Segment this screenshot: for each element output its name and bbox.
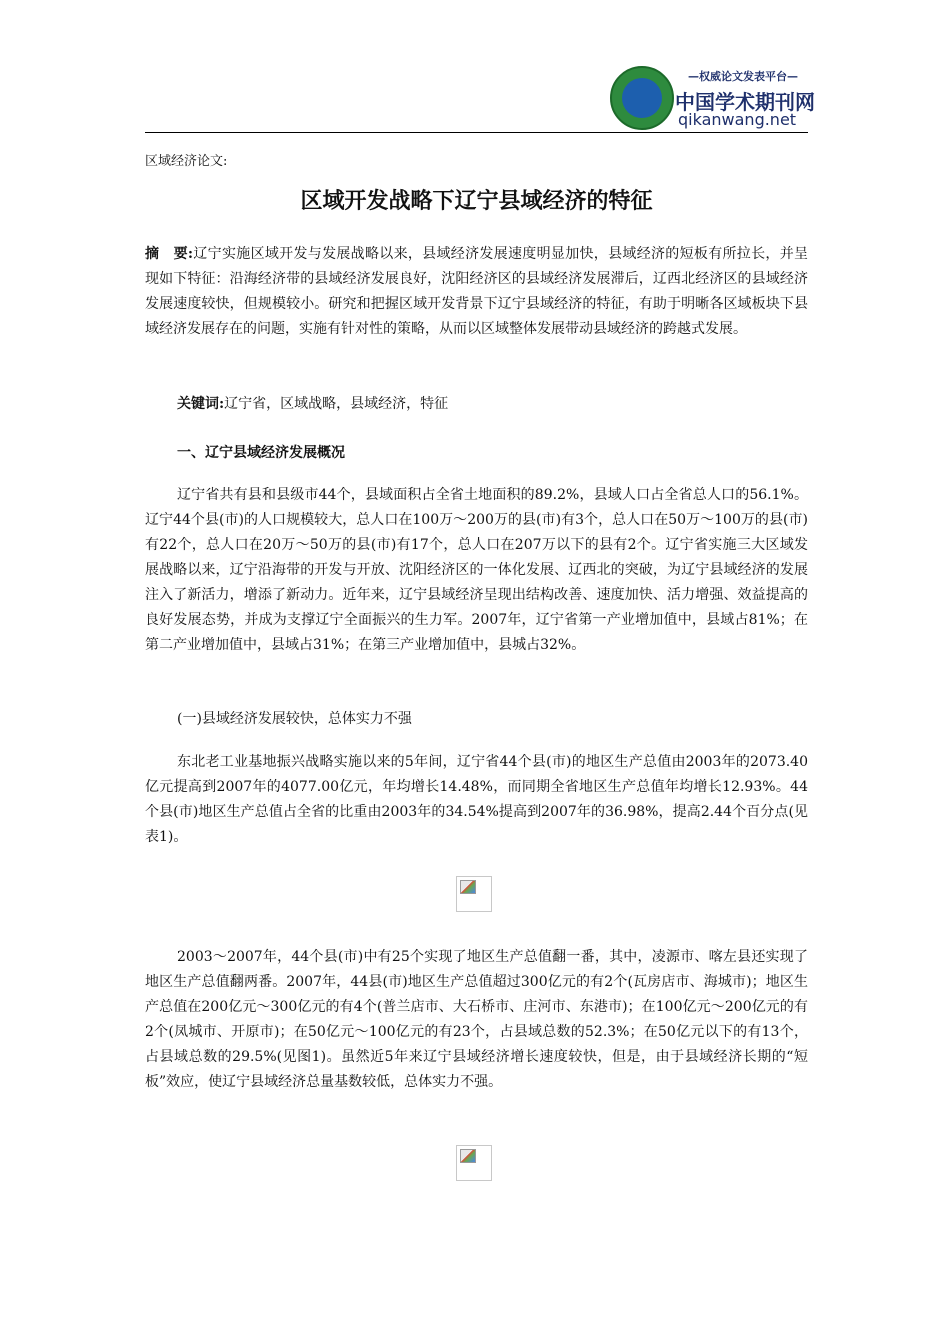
- abstract-label: 摘 要:: [145, 246, 194, 262]
- logo-title: 中国学术期刊网: [675, 90, 815, 114]
- abstract-text: 辽宁实施区域开发与发展战略以来，县域经济发展速度明显加快，县域经济的短板有所拉长，并呈现如下特征：沿海经济带的县域经济发展良好，沈阳经济区的县域经济发展滞后，辽西北经济区的县域经济发展速度较快，但规模较小。研究和把握区域开发背景下辽宁县域经济的特征，有助于明晰各区域板块下县域经济发展存在的问题，实施有针对性的策略，从而以区域整体发展带动县域经济的跨越式发展。: [145, 246, 809, 337]
- book-icon: [622, 78, 662, 118]
- section-heading-1: 一、辽宁县域经济发展概况: [177, 445, 345, 461]
- subsection-heading-1: (一)县域经济发展较快，总体实力不强: [177, 711, 412, 727]
- paragraph-3: 2003～2007年，44个县(市)中有25个实现了地区生产总值翻一番，其中，凌源市、喀左县还实现了地区生产总值翻两番。2007年，44县(市)地区生产总值超过300亿元的有2个(瓦房店市、海城市)；地区生产总值在200亿元～300亿元的有4个(普兰店市、大石桥市、庄河市、东港市)；在100亿元～200亿元的有2个(凤城市、开原市)；在50亿元～100亿元的有23个，占县域总数的52.3%；在50亿元以下的有13个，占县域总数的29.5%(见图1)。虽然近5年来辽宁县域经济增长速度较快，但是，由于县域经济长期的“短板”效应，使辽宁县域经济总量基数较低，总体实力不强。: [145, 949, 808, 1090]
- logo-emblem: [610, 66, 674, 130]
- header-divider: [145, 132, 808, 133]
- broken-image-icon: [460, 880, 476, 894]
- keywords: [177, 393, 448, 413]
- table-1-image-placeholder: [456, 876, 492, 912]
- abstract: [145, 242, 808, 342]
- site-header: [145, 60, 815, 132]
- broken-image-icon: [460, 1149, 476, 1163]
- keywords-text: 辽宁省，区域战略，县域经济，特征: [224, 396, 449, 412]
- figure-1-image-placeholder: [456, 1145, 492, 1181]
- logo-url[interactable]: qikanwang.net: [678, 110, 797, 129]
- logo-tagline: —权威论文发表平台—: [688, 70, 798, 83]
- paragraph-1: 辽宁省共有县和县级市44个，县域面积占全省土地面积的89.2%，县域人口占全省总人口的56.1%。辽宁44个县(市)的人口规模较大，总人口在100万～200万的县(市)有3个，总人口在50万～100万的县(市)有22个，总人口在20万～50万的县(市)有17个，总人口在207万以下的县有2个。辽宁省实施三大区域发展战略以来，辽宁沿海带的开发与开放、沈阳经济区的一体化发展、辽西北的突破，为辽宁县域经济的发展注入了新活力，增添了新动力。近年来，辽宁县域经济呈现出结构改善、速度加快、活力增强、效益提高的良好发展态势，并成为支撑辽宁全面振兴的生力军。2007年，辽宁省第一产业增加值中，县域占81%；在第二产业增加值中，县域占31%；在第三产业增加值中，县城占32%。: [145, 487, 808, 653]
- paragraph-2: 东北老工业基地振兴战略实施以来的5年间，辽宁省44个县(市)的地区生产总值由2003年的2073.40亿元提高到2007年的4077.00亿元，年均增长14.48%，而同期全省地区生产总值年均增长12.93%。44个县(市)地区生产总值占全省的比重由2003年的34.54%提高到2007年的36.98%，提高2.44个百分点(见表1)。: [145, 754, 808, 845]
- keywords-label: 关键词:: [177, 396, 225, 412]
- article-title: 区域开发战略下辽宁县域经济的特征: [300, 188, 653, 214]
- article-category: 区域经济论文:: [145, 154, 228, 169]
